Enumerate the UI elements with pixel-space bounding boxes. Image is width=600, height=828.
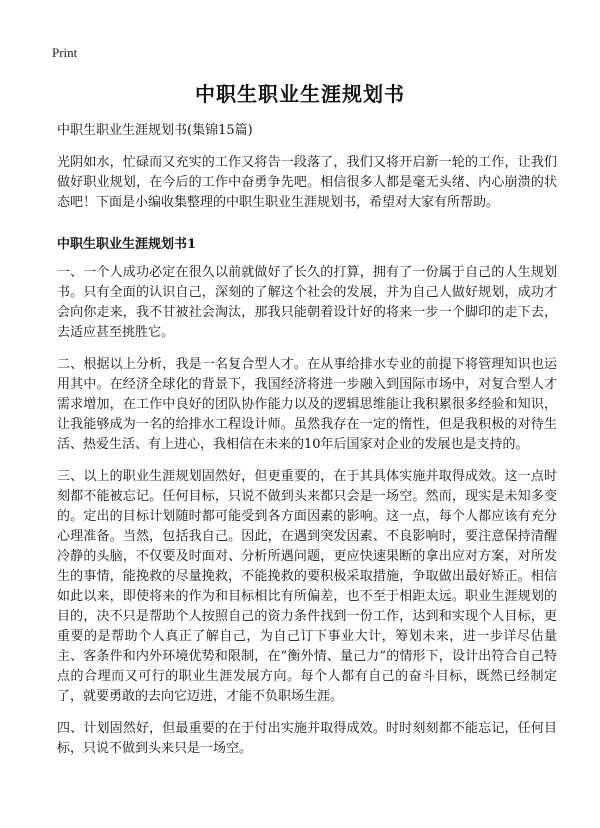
page-title: 中职生职业生涯规划书 [195,82,405,106]
document-subtitle: 中职生职业生涯规划书(集锦15篇) [57,123,253,138]
section-heading: 中职生职业生涯规划书1 [57,237,197,252]
paragraph-3: 三、以上的职业生涯规划固然好，但更重要的，在于其具体实施并取得成效。这一点时刻都不能被忘记。任何目标，只说不做到头来都只会是一场空。然而，现实是未知多变的。定出的目标计划随时都可能受到各方面因素的影响。这一点，每个人都应该有充分心理准备。当然，包括我自己。因此，在遇到突发因素、不良影响时，要注意保持清醒冷静的头脑，不仅要及时面对、分析所遇问题，更应快速果断的拿出应对方案，对所发生的事情，能挽救的尽量挽救，不能挽救的要积极采取措施，争取做出最好矫正。相信如此以来，即使将来的作为和目标相比有所偏差，也不至于相距太远。职业生涯规划的目的，决不只是帮助个人按照自己的资力条件找到一份工作，达到和实现个人目标，更重要的是帮助个人真正了解自己，为自己订下事业大计，筹划未来，进一步详尽估量主、客条件和内外环境优势和限制，在“衡外情、量己力”的情形下，设计出符合自己特点的合理而又可行的职业生涯发展方向。每个人都有自己的奋斗目标，既然已经制定了，就要勇敢的去向它迈进，才能不负职场生涯。 [57,469,557,704]
document-body [57,121,557,771]
intro-paragraph: 光阴如水，忙碌而又充实的工作又将告一段落了，我们又将开启新一轮的工作，让我们做好职业规划，在今后的工作中奋勇争先吧。相信很多人都是毫无头绪、内心崩溃的状态吧！下面是小编收集整理的中职生职业生涯规划书，希望对大家有所帮助。 [57,155,557,210]
paragraph-2: 二、根据以上分析，我是一名复合型人才。在从事给排水专业的前提下将管理知识也运用其中。在经济全球化的背景下，我国经济将进一步融入到国际市场中，对复合型人才需求增加，在工作中良好的团队协作能力以及的逻辑思维能让我积累很多经验和知识，让我能够成为一名的给排水工程设计师。虽然我存在一定的惰性，但是我积极的对待生活、热爱生活、有上进心，我相信在未来的10年后国家对企业的发展也是支持的。 [57,357,557,452]
print-link[interactable]: Print [52,45,78,60]
paragraph-4: 四、计划固然好，但最重要的在于付出实施并取得成效。时时刻刻都不能忘记，任何目标，只说不做到头来只是一场空。 [57,721,557,756]
paragraph-1: 一、一个人成功必定在很久以前就做好了长久的打算，拥有了一份属于自己的人生规划书。只有全面的认识自己，深刻的了解这个社会的发展，并为自己人做好规划，成功才会向你走来，我不甘被社会淘汰，那我只能朝着设计好的将来一步一个脚印的走下去，去适应甚至挑胜它。 [57,265,557,340]
